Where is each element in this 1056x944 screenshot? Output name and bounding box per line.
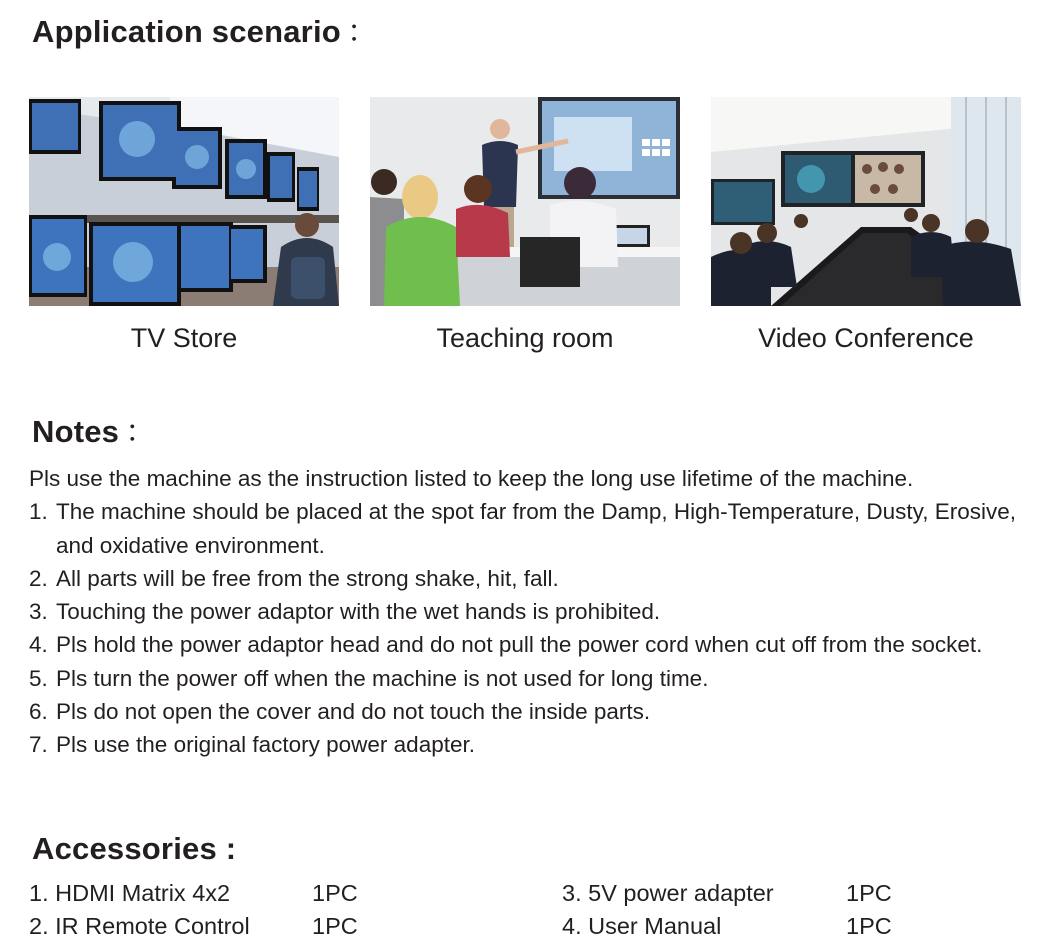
application-scenario-heading — [32, 6, 378, 51]
tv-store-photo — [29, 97, 339, 306]
item-number: 6. — [29, 699, 48, 725]
accessories-heading: Accessories : — [32, 831, 237, 866]
item-text: Pls hold the power adaptor head and do not pull the power cord when cut off from the socket. — [56, 632, 983, 658]
notes-list — [29, 462, 1039, 762]
item-number: 4. — [29, 632, 48, 658]
list-item — [29, 628, 1039, 661]
heading-colon: ： — [125, 414, 157, 449]
heading-colon: ： — [346, 14, 379, 49]
item-text: All parts will be free from the strong shake, hit, fall. — [56, 565, 559, 591]
application-scenario-title: Application scenario — [32, 14, 341, 49]
item-number: 7. — [29, 732, 48, 758]
list-item — [29, 728, 1039, 761]
accessory-qty: 1PC — [846, 880, 892, 906]
item-number: 1. — [29, 499, 48, 525]
accessory-qty: 1PC — [312, 913, 358, 939]
list-item — [29, 695, 1039, 728]
item-text: The machine should be placed at the spot far from the Damp, High-Temperature, Dusty, Erosive, and oxidative environment. — [56, 499, 1017, 558]
accessory-item — [562, 880, 962, 910]
accessory-name: 1. HDMI Matrix 4x2 — [29, 880, 231, 906]
scenario-caption-teaching-room: Teaching room — [436, 323, 614, 353]
list-item — [29, 662, 1039, 695]
accessory-qty: 1PC — [846, 913, 892, 939]
accessory-name: 3. 5V power adapter — [562, 880, 774, 906]
item-text: Pls do not open the cover and do not touch the inside parts. — [56, 699, 651, 725]
list-item — [29, 562, 1039, 595]
video-conference-photo — [711, 97, 1021, 306]
accessory-item — [562, 913, 962, 943]
scenario-caption-video-conference: Video Conference — [758, 323, 974, 353]
notes-title: Notes — [32, 414, 120, 449]
list-item — [29, 595, 1039, 628]
notes-intro: Pls use the machine as the instruction listed to keep the long use lifetime of the machine. — [29, 466, 914, 491]
accessory-item — [29, 880, 529, 910]
item-number: 5. — [29, 665, 48, 691]
teaching-room-photo — [370, 97, 680, 306]
item-text: Touching the power adaptor with the wet hands is prohibited. — [56, 599, 661, 625]
list-item — [29, 495, 1039, 562]
accessory-qty: 1PC — [312, 880, 358, 906]
accessory-item — [29, 913, 529, 943]
scenario-caption-tv-store: TV Store — [130, 323, 238, 353]
accessory-name: 4. User Manual — [562, 913, 722, 939]
item-number: 2. — [29, 565, 48, 591]
accessory-name: 2. IR Remote Control — [29, 913, 250, 939]
item-text: Pls use the original factory power adapter. — [56, 732, 475, 758]
item-number: 3. — [29, 599, 48, 625]
notes-heading — [32, 406, 156, 451]
item-text: Pls turn the power off when the machine is not used for long time. — [56, 665, 709, 691]
